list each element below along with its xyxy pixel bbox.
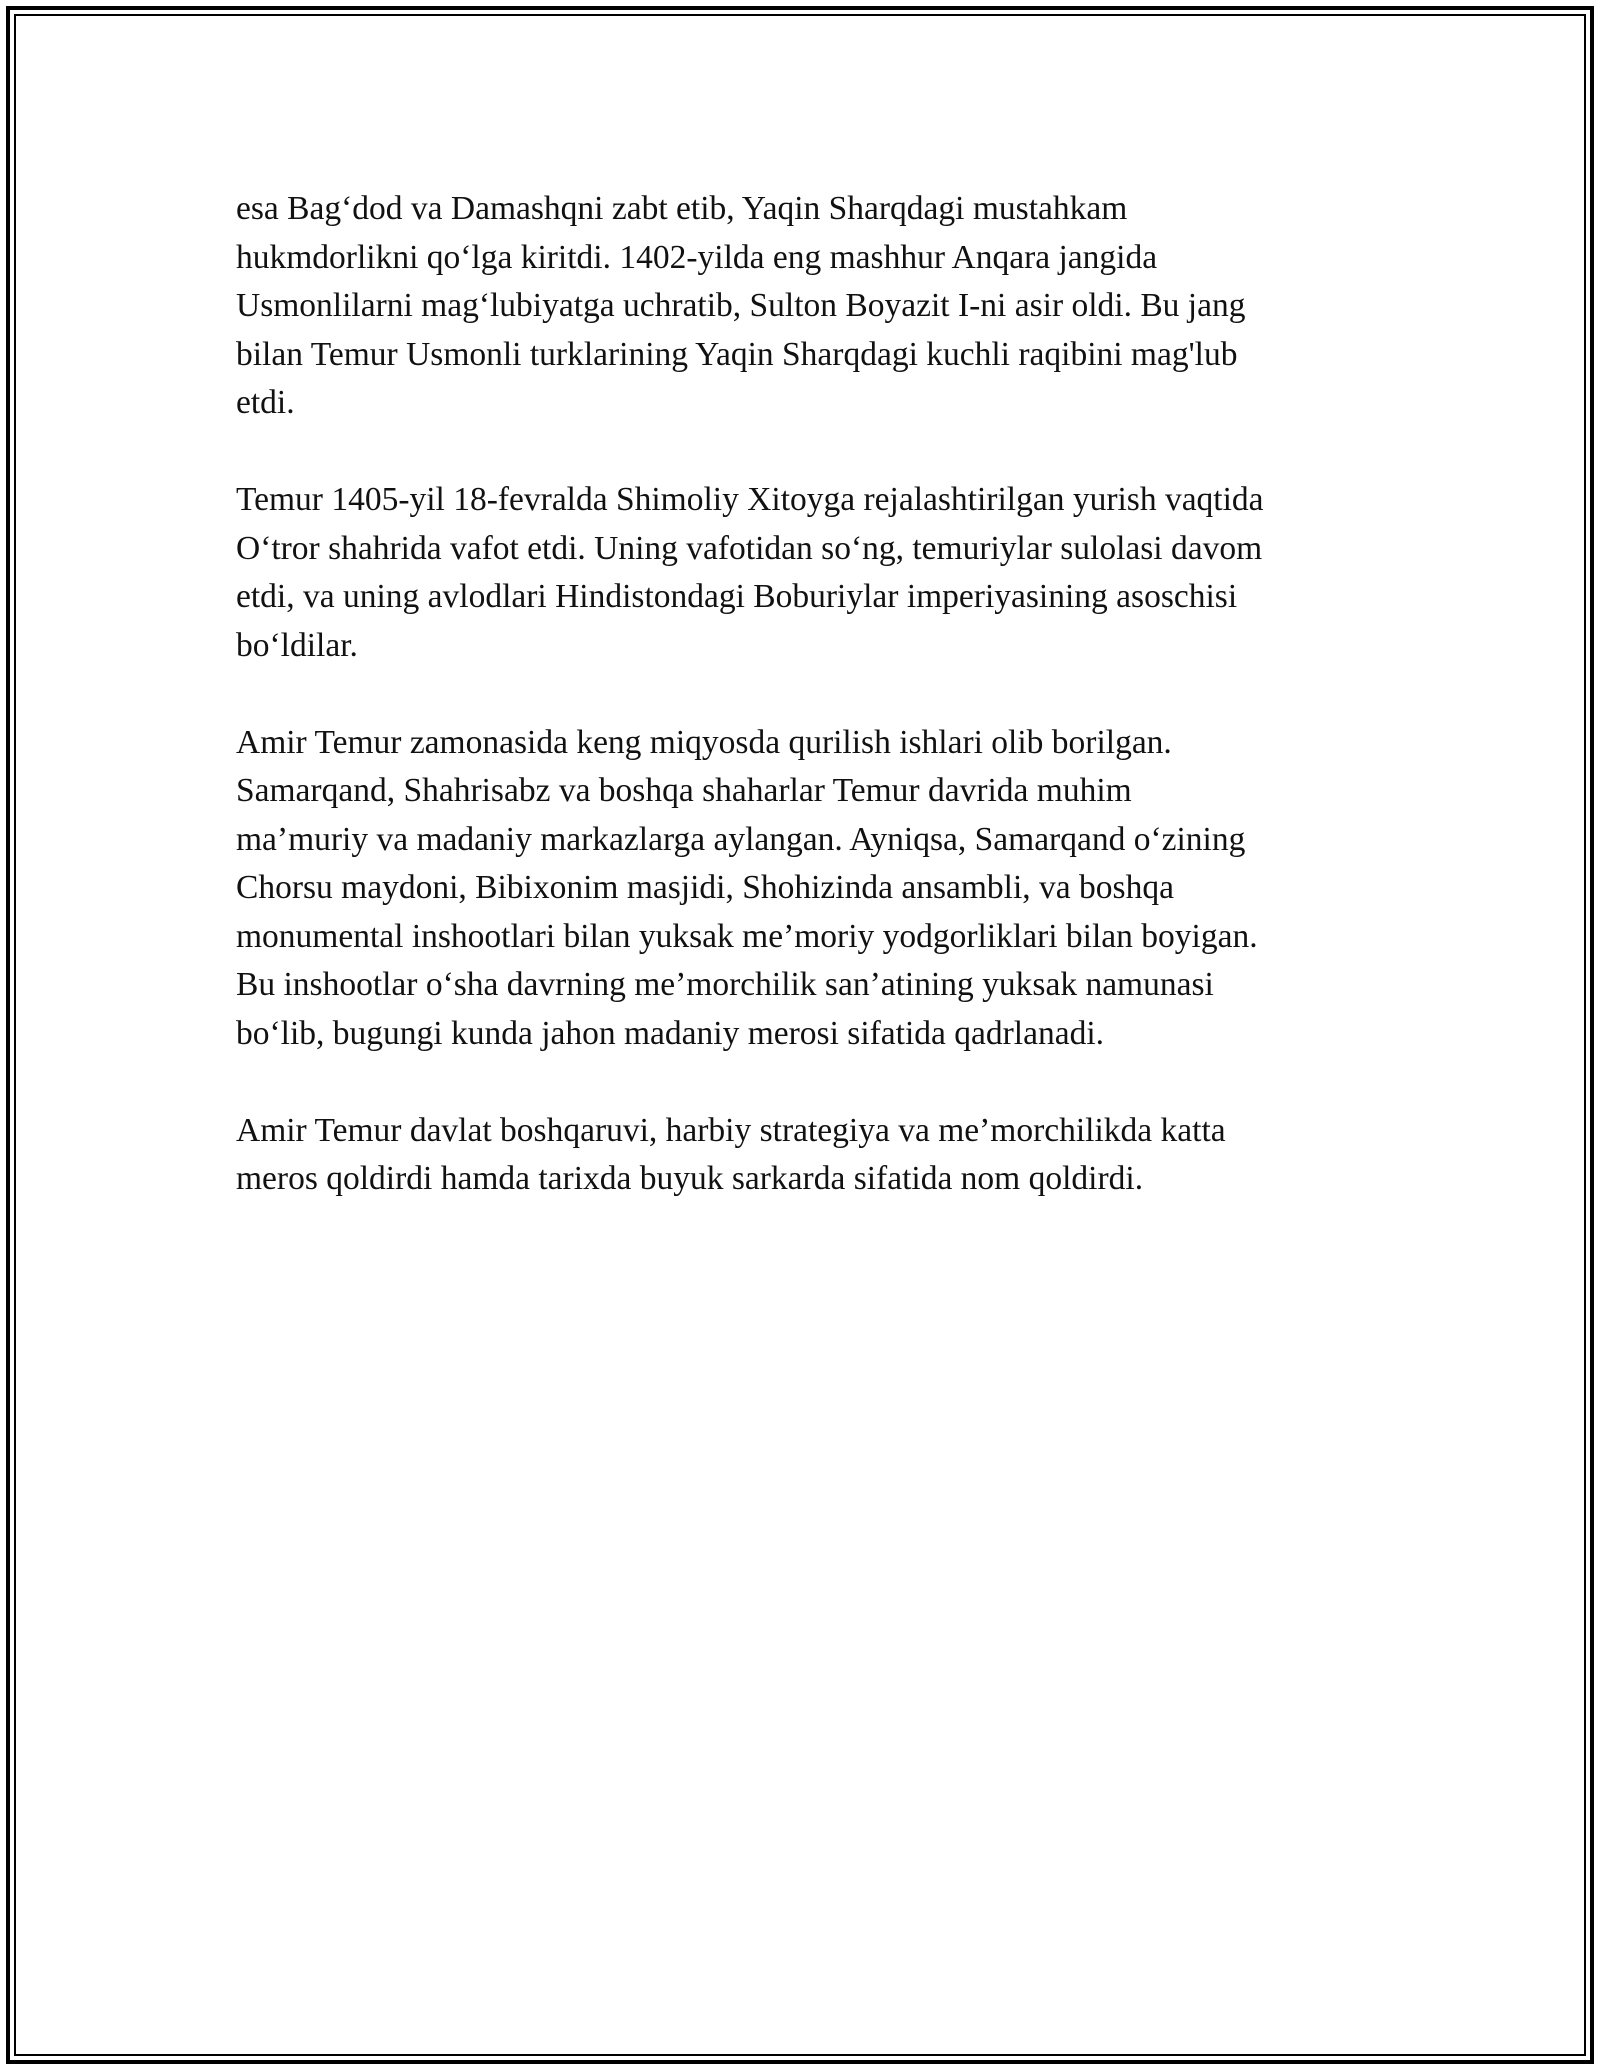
text-line: O‘tror shahrida vafot etdi. Uning vafotidan so‘ng, temuriylar sulolasi davom (236, 529, 1263, 567)
text-line: bilan Temur Usmonli turklarining Yaqin Sharqdagi kuchli raqibini mag'lub (236, 335, 1238, 373)
text-line: monumental inshootlari bilan yuksak me’moriy yodgorliklari bilan boyigan. (236, 917, 1258, 955)
text-line: Usmonlilarni mag‘lubiyatga uchratib, Sulton Boyazit I-ni asir oldi. Bu jang (236, 287, 1246, 324)
text-line: esa Bag‘dod va Damashqni zabt etib, Yaqin Sharqdagi mustahkam (236, 190, 1128, 227)
text-line: bo‘ldilar. (236, 626, 358, 664)
text-line: Amir Temur davlat boshqaruvi, harbiy strategiya va me’morchilikda katta (236, 1111, 1226, 1149)
paragraph-3 (236, 719, 1376, 1059)
document-body (236, 185, 1376, 1252)
paragraph-1 (236, 185, 1376, 428)
text-line: bo‘lib, bugungi kunda jahon madaniy merosi sifatida qadrlanadi. (236, 1014, 1105, 1052)
text-line: meros qoldirdi hamda tarixda buyuk sarkarda sifatida nom qoldirdi. (236, 1160, 1144, 1197)
text-line: Samarqand, Shahrisabz va boshqa shaharlar Temur davrida muhim (236, 772, 1132, 809)
text-line: etdi. (236, 384, 295, 421)
text-line: Chorsu maydoni, Bibixonim masjidi, Shohizinda ansambli, va boshqa (236, 869, 1174, 906)
text-line: hukmdorlikni qo‘lga kiritdi. 1402-yilda eng mashhur Anqara jangida (236, 238, 1158, 276)
paragraph-2 (236, 476, 1376, 670)
text-line: ma’muriy va madaniy markazlarga aylangan. Ayniqsa, Samarqand o‘zining (236, 820, 1246, 858)
text-line: Amir Temur zamonasida keng miqyosda qurilish ishlari olib borilgan. (236, 723, 1172, 761)
paragraph-4 (236, 1107, 1376, 1204)
text-line: Temur 1405-yil 18-fevralda Shimoliy Xitoyga rejalashtirilgan yurish vaqtida (236, 481, 1264, 518)
text-line: Bu inshootlar o‘sha davrning me’morchilik san’atining yuksak namunasi (236, 966, 1214, 1003)
text-line: etdi, va uning avlodlari Hindistondagi Boburiylar imperiyasining asoschisi (236, 578, 1238, 615)
